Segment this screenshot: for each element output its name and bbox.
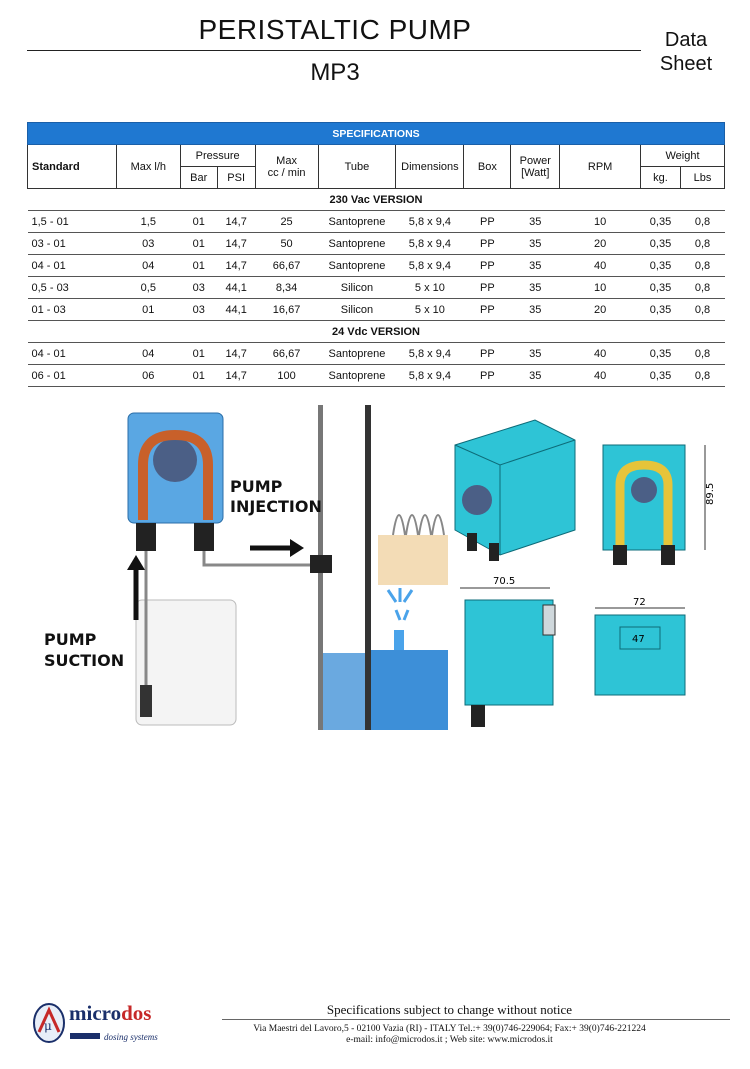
table-cell: 8,34	[255, 277, 318, 299]
table-row	[28, 211, 725, 233]
table-cell: 01	[180, 343, 217, 365]
header-psi: PSI	[217, 167, 255, 189]
table-cell: 35	[511, 277, 560, 299]
table-cell: PP	[464, 233, 511, 255]
table-cell: 01	[116, 299, 180, 321]
table-cell: 14,7	[217, 255, 255, 277]
table-cell: Santoprene	[318, 233, 396, 255]
svg-text:μ: μ	[44, 1019, 52, 1033]
table-cell: Santoprene	[318, 211, 396, 233]
table-cell: 35	[511, 343, 560, 365]
footer-address-line1: Via Maestri del Lavoro,5 - 02100 Vazia (RI) - ITALY Tel.:+ 39(0)746-229064; Fax:+ 39(0)746-221224	[253, 1024, 646, 1034]
header-max-cc-line2: cc / min	[267, 166, 306, 179]
table-cell: Santoprene	[318, 255, 396, 277]
header-lbs: Lbs	[680, 167, 724, 189]
table-cell: 35	[511, 233, 560, 255]
table-row	[28, 365, 725, 387]
table-cell: 0,35	[641, 233, 681, 255]
header-max-lh: Max l/h	[116, 145, 180, 189]
footer-address	[222, 1024, 677, 1046]
table-cell: PP	[464, 277, 511, 299]
tank-water-left	[323, 653, 365, 730]
logo-bar	[70, 1033, 100, 1039]
table-cell: 03	[180, 277, 217, 299]
header-power-line1: Power	[519, 154, 551, 167]
header-power-line2: [Watt]	[521, 166, 550, 179]
logo-word-main: micro	[69, 1001, 122, 1025]
table-cell: 01	[180, 211, 217, 233]
header-weight: Weight	[641, 145, 725, 167]
table-cell: PP	[464, 299, 511, 321]
table-cell: 16,67	[255, 299, 318, 321]
table-cell: 10	[560, 211, 641, 233]
side-view-body	[465, 600, 553, 705]
logo-subtitle: dosing systems	[104, 1032, 158, 1042]
height-dimension: 89.5	[705, 482, 716, 505]
table-cell: 5,8 x 9,4	[396, 343, 464, 365]
header-standard: Standard	[28, 145, 117, 189]
footer-address-line2: e-mail: info@microdos.it ; Web site: www.microdos.it	[346, 1035, 553, 1045]
table-cell: 5,8 x 9,4	[396, 365, 464, 387]
header-kg: kg.	[641, 167, 681, 189]
data-sheet-label-line2: Sheet	[659, 53, 713, 75]
table-cell: 5 x 10	[396, 277, 464, 299]
table-row	[28, 299, 725, 321]
microdos-logo	[32, 1000, 172, 1048]
header-max-cc-line1: Max	[276, 154, 297, 167]
table-cell: PP	[464, 211, 511, 233]
model-name: MP3	[310, 59, 360, 86]
table-cell: 04 - 01	[28, 343, 117, 365]
suction-label-line1: PUMP	[44, 630, 97, 649]
table-cell: 40	[560, 365, 641, 387]
section-230vac: 230 Vac VERSION	[329, 193, 423, 206]
table-cell: 0,35	[641, 277, 681, 299]
suction-label-line2: SUCTION	[44, 651, 125, 670]
table-cell: 0,8	[680, 233, 724, 255]
table-cell: Santoprene	[318, 365, 396, 387]
header-bar: Bar	[180, 167, 217, 189]
inner-width-dimension: 47	[632, 634, 645, 645]
suction-filter	[140, 685, 152, 717]
logo-emblem-icon	[32, 1002, 66, 1044]
logo-word-accent: dos	[121, 1001, 152, 1025]
table-cell: 66,67	[255, 343, 318, 365]
footer-divider	[222, 1019, 730, 1020]
depth-dimension: 70.5	[493, 576, 516, 587]
table-cell: 03	[116, 233, 180, 255]
table-cell: PP	[464, 365, 511, 387]
table-cell: 0,8	[680, 277, 724, 299]
table-cell: 35	[511, 211, 560, 233]
table-cell: 0,8	[680, 343, 724, 365]
header-rpm: RPM	[560, 145, 641, 189]
table-cell: 03 - 01	[28, 233, 117, 255]
dish-rack	[378, 535, 448, 585]
table-cell: 0,5	[116, 277, 180, 299]
table-cell: 14,7	[217, 343, 255, 365]
table-cell: 01	[180, 233, 217, 255]
table-row	[28, 233, 725, 255]
table-cell: 0,5 - 03	[28, 277, 117, 299]
table-cell: 03	[180, 299, 217, 321]
table-cell: 10	[560, 277, 641, 299]
table-cell: 35	[511, 299, 560, 321]
table-cell: 01	[180, 365, 217, 387]
data-sheet-label	[650, 28, 722, 76]
header-pressure: Pressure	[180, 145, 255, 167]
table-cell: 06 - 01	[28, 365, 117, 387]
table-cell: 0,35	[641, 365, 681, 387]
table-cell: 5,8 x 9,4	[396, 255, 464, 277]
table-cell: 06	[116, 365, 180, 387]
table-cell: 20	[560, 233, 641, 255]
table-cell: 0,35	[641, 255, 681, 277]
table-cell: 0,8	[680, 211, 724, 233]
width-dimension: 72	[633, 597, 646, 608]
footer-notice: Specifications subject to change without notice	[326, 1002, 573, 1017]
table-cell: 1,5	[116, 211, 180, 233]
table-cell: 44,1	[217, 299, 255, 321]
rows-24vdc	[28, 343, 725, 387]
table-cell: 25	[255, 211, 318, 233]
table-cell: 04 - 01	[28, 255, 117, 277]
table-cell: 20	[560, 299, 641, 321]
table-cell: 0,35	[641, 299, 681, 321]
injection-valve	[310, 555, 332, 573]
table-cell: 0,8	[680, 255, 724, 277]
table-cell: Silicon	[318, 299, 396, 321]
specifications-table	[27, 122, 725, 387]
table-cell: 44,1	[217, 277, 255, 299]
logo-wordmark	[69, 1001, 151, 1026]
side-view-fitting	[471, 705, 485, 727]
table-cell: Santoprene	[318, 343, 396, 365]
front-view-fitting-2	[661, 545, 675, 565]
table-cell: 0,35	[641, 343, 681, 365]
table-cell: 0,8	[680, 299, 724, 321]
injection-label-line2: INJECTION	[230, 497, 322, 516]
spray	[388, 588, 412, 620]
iso-view-fitting-1	[467, 533, 477, 551]
front-view-rotor	[631, 477, 657, 503]
table-row	[28, 277, 725, 299]
page-title: PERISTALTIC PUMP	[198, 14, 472, 45]
table-cell: 50	[255, 233, 318, 255]
injection-label-line1: PUMP	[230, 477, 283, 496]
iso-view-rotor	[462, 485, 492, 515]
pump-rotor	[153, 438, 197, 482]
table-cell: 5,8 x 9,4	[396, 211, 464, 233]
dishes	[393, 515, 444, 535]
table-cell: 5 x 10	[396, 299, 464, 321]
table-cell: 04	[116, 343, 180, 365]
tank-wall-inner	[365, 405, 371, 730]
specifications-banner: SPECIFICATIONS	[28, 123, 725, 145]
table-cell: 14,7	[217, 211, 255, 233]
table-cell: 04	[116, 255, 180, 277]
header-box: Box	[464, 145, 511, 189]
table-cell: 01 - 03	[28, 299, 117, 321]
injection-arrow-head	[290, 539, 304, 557]
table-cell: 35	[511, 255, 560, 277]
suction-fitting	[136, 523, 156, 551]
table-row	[28, 343, 725, 365]
side-view-clip	[543, 605, 555, 635]
front-view-fitting-1	[613, 545, 627, 565]
table-cell: 40	[560, 255, 641, 277]
header-power	[511, 145, 560, 189]
table-cell: 0,35	[641, 211, 681, 233]
table-cell: 01	[180, 255, 217, 277]
table-cell: PP	[464, 343, 511, 365]
table-cell: 66,67	[255, 255, 318, 277]
table-cell: 35	[511, 365, 560, 387]
suction-arrow-head	[127, 555, 145, 570]
header-dimensions: Dimensions	[396, 145, 464, 189]
rows-230vac	[28, 211, 725, 321]
injection-line	[204, 551, 313, 565]
table-cell: 1,5 - 01	[28, 211, 117, 233]
table-cell: 5,8 x 9,4	[396, 233, 464, 255]
table-cell: 0,8	[680, 365, 724, 387]
header-max-cc	[255, 145, 318, 189]
table-cell: Silicon	[318, 277, 396, 299]
header-tube: Tube	[318, 145, 396, 189]
table-cell: 100	[255, 365, 318, 387]
data-sheet-label-line1: Data	[664, 29, 708, 51]
title-divider	[27, 50, 641, 51]
installation-diagram	[28, 405, 448, 735]
injection-fitting	[194, 523, 214, 551]
table-cell: 14,7	[217, 365, 255, 387]
tank-water	[371, 650, 448, 730]
iso-view-fitting-2	[489, 543, 499, 561]
table-cell: PP	[464, 255, 511, 277]
table-row	[28, 255, 725, 277]
dimensional-views	[445, 405, 735, 735]
section-24vdc: 24 Vdc VERSION	[331, 325, 421, 338]
table-cell: 40	[560, 343, 641, 365]
spray-nozzle	[394, 630, 404, 650]
table-cell: 14,7	[217, 233, 255, 255]
